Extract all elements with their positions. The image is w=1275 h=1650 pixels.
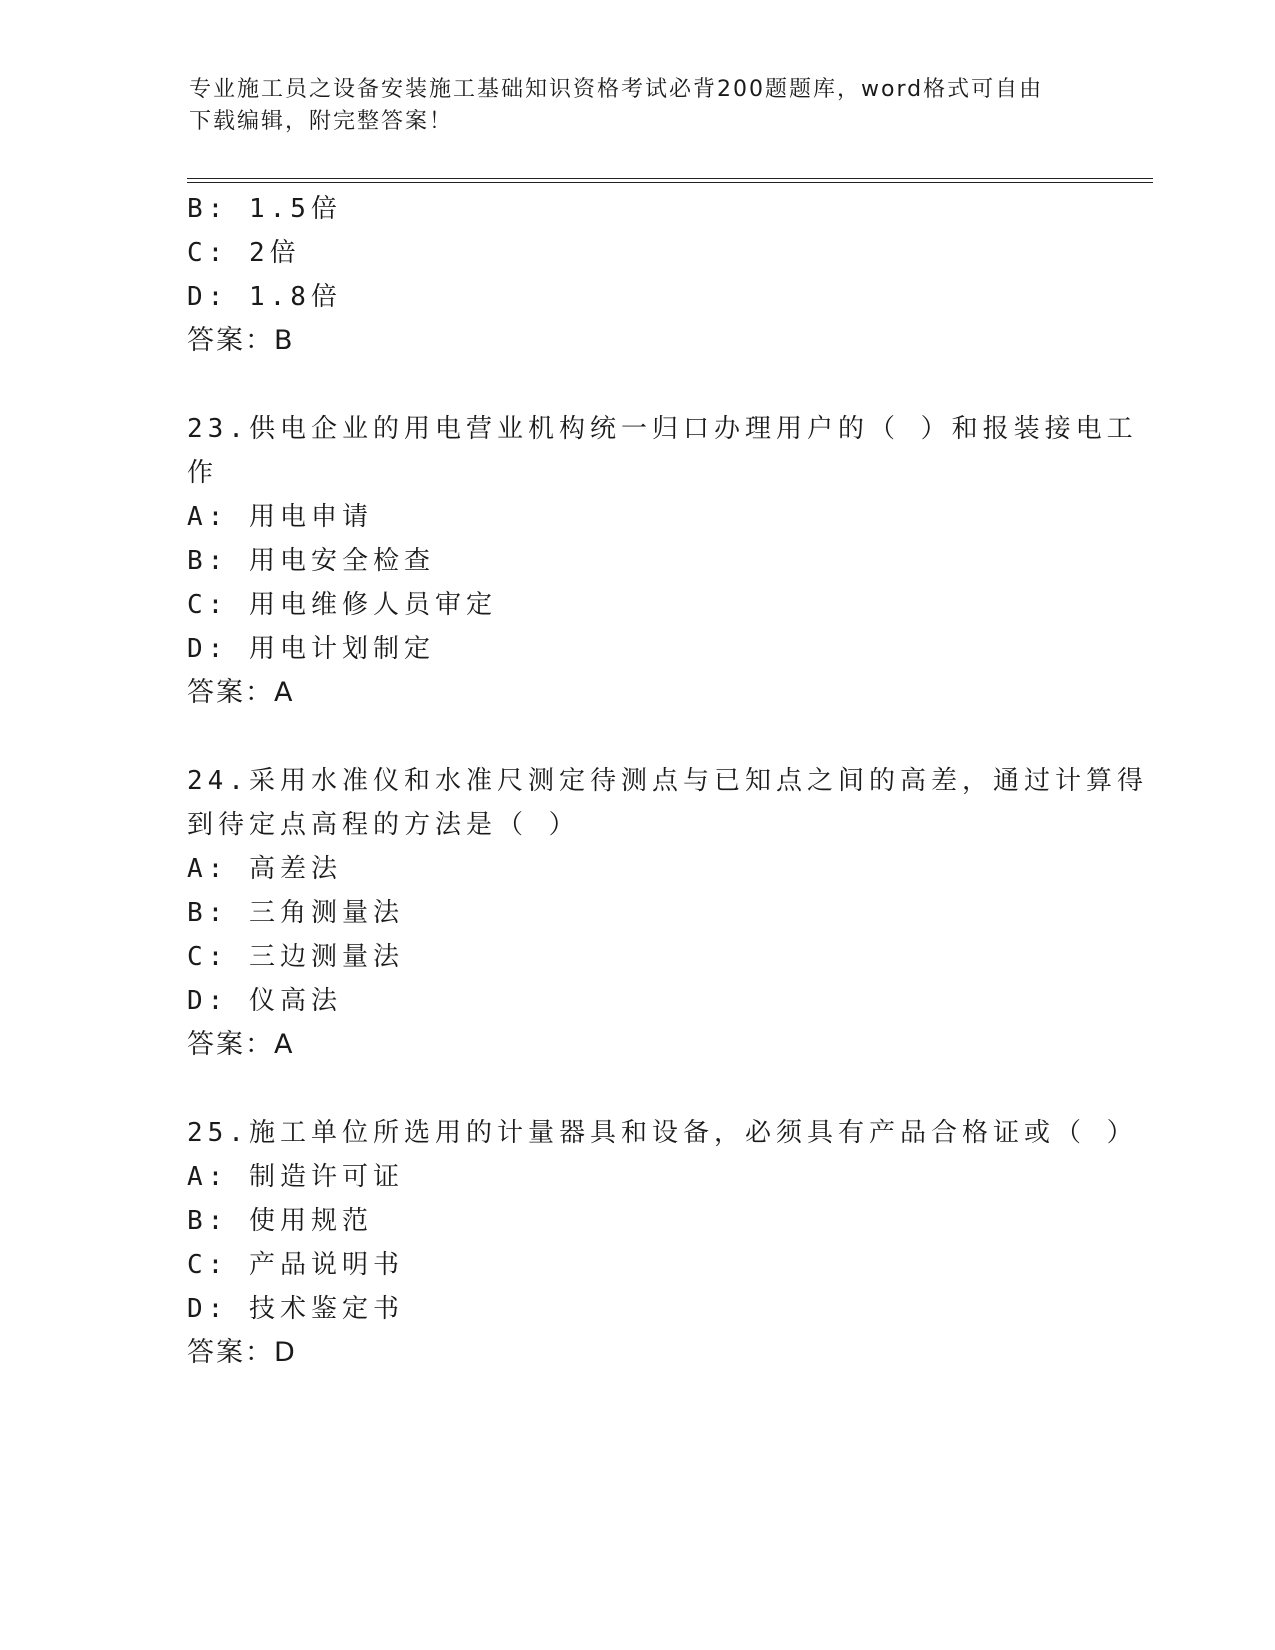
header-divider: [187, 178, 1153, 179]
q23-option-d: D: 用电计划制定: [187, 634, 435, 664]
q25-option-a: A: 制造许可证: [187, 1162, 404, 1192]
q24-stem-line-2: 到待定点高程的方法是（ ）: [187, 810, 580, 840]
q23-option-b: B: 用电安全检查: [187, 546, 435, 576]
q24-option-d: D: 仪高法: [187, 986, 342, 1016]
q23-stem-line-2: 作: [187, 458, 219, 488]
q25-option-b: B: 使用规范: [187, 1206, 373, 1236]
q22-option-b: B: 1.5倍: [187, 194, 342, 224]
q23-stem-line-1: 23.供电企业的用电营业机构统一归口办理用户的（ ）和报装接电工: [187, 414, 1138, 444]
q23-option-c: C: 用电维修人员审定: [187, 590, 497, 620]
q24-option-a: A: 高差法: [187, 854, 342, 884]
q22-answer: 答案：B: [187, 325, 295, 356]
document-header: [189, 74, 1089, 138]
q24-option-b: B: 三角测量法: [187, 898, 404, 928]
q25-stem-line-1: 25.施工单位所选用的计量器具和设备，必须具有产品合格证或（ ）: [187, 1118, 1138, 1148]
q25-answer: 答案：D: [187, 1337, 297, 1368]
q23-answer: 答案：A: [187, 677, 295, 708]
q25-option-d: D: 技术鉴定书: [187, 1294, 404, 1324]
q24-option-c: C: 三边测量法: [187, 942, 404, 972]
q24-answer: 答案：A: [187, 1029, 295, 1060]
header-line-2: 下载编辑，附完整答案！: [189, 109, 454, 134]
q22-option-d: D: 1.8倍: [187, 282, 342, 312]
header-divider-secondary: [187, 182, 1153, 183]
q22-option-c: C: 2倍: [187, 238, 301, 268]
q25-option-c: C: 产品说明书: [187, 1250, 404, 1280]
header-line-1: 专业施工员之设备安装施工基础知识资格考试必背200题题库，word格式可自由: [189, 77, 1044, 102]
q23-option-a: A: 用电申请: [187, 502, 373, 532]
q24-stem-line-1: 24.采用水准仪和水准尺测定待测点与已知点之间的高差，通过计算得: [187, 766, 1148, 796]
